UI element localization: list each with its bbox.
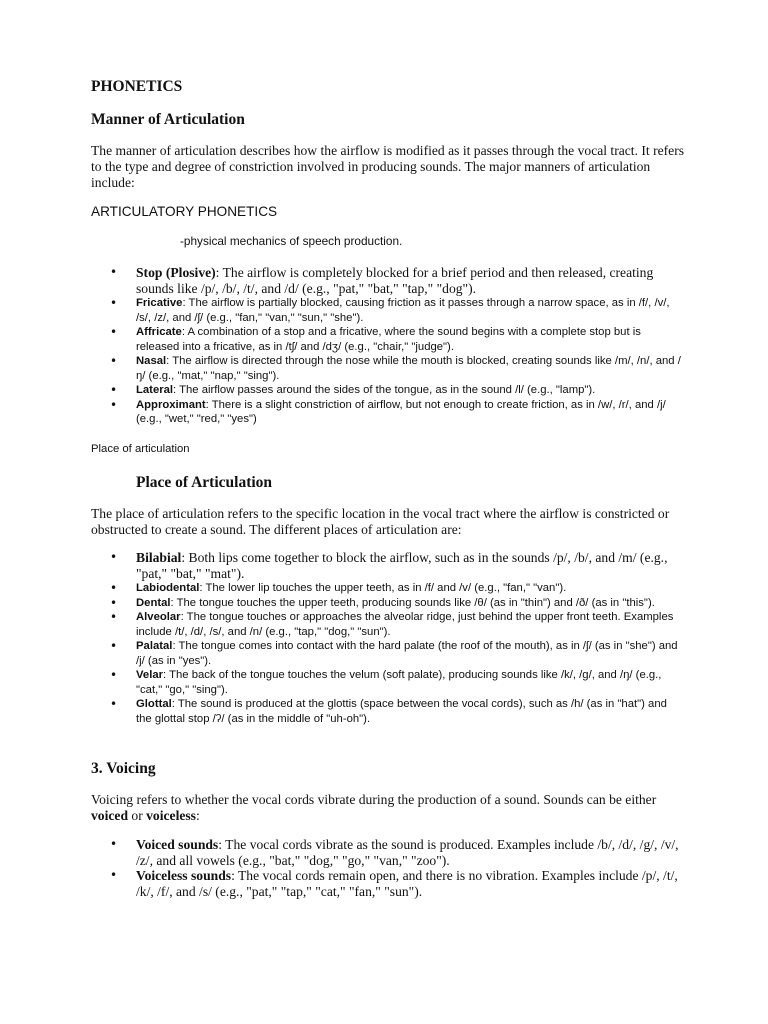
manner-intro: The manner of articulation describes how the airflow is modified as it passes through the vocal tract. It refers to the type and degree of constriction involved in producing sounds. The major manners of articulation include: [91,143,685,190]
item-term: Affricate [136,326,182,338]
list-item [110,354,685,383]
item-term: Fricative [136,297,183,309]
voicing-list [110,837,685,899]
item-text: : The airflow is directed through the nose while the mouth is blocked, creating sounds like /m/, /n/, and /ŋ/ (e.g., "mat," "nap," "sing"). [136,355,681,382]
item-text: : The tongue touches or approaches the alveolar ridge, just behind the upper front teeth. Examples include /t/, /d/, /s/, and /n/ (e.g., "tap," "dog," "sun"). [136,611,674,638]
list-item [110,596,685,611]
voicing-heading: 3. Voicing [91,760,156,777]
item-term: Bilabial [136,550,182,565]
item-text: : The tongue touches the upper teeth, producing sounds like /θ/ (as in "thin") and /ð/ (as in "this"). [170,596,655,609]
place-small-heading: Place of articulation [91,443,190,455]
item-term: Nasal [136,355,167,367]
item-term: Stop (Plosive) [136,265,216,280]
list-item [110,837,685,868]
item-term: Labiodental [136,582,200,594]
item-text: : The tongue comes into contact with the hard palate (the roof of the mouth), as in /ʃ/ (as in "she") and /j/ (as in "yes"). [136,640,678,667]
articulatory-phonetics-line: ARTICULATORY PHONETICS [91,204,278,219]
place-list [110,550,685,726]
voicing-intro-text: Voicing refers to whether the vocal cords vibrate during the production of a sound. Sounds can be either [91,792,657,807]
list-item [110,610,685,639]
item-term: Palatal [136,640,173,652]
list-item [110,668,685,697]
voicing-intro [91,792,691,824]
place-heading: Place of Articulation [136,474,273,491]
list-item [110,639,685,668]
item-text: : The airflow passes around the sides of the tongue, as in the sound /l/ (e.g., "lamp"). [173,384,596,396]
item-term: Lateral [136,384,174,396]
item-text: : The airflow is completely blocked for a brief period and then released, creating sounds like /p/, /b/, /t/, and /d/ (e.g., "pat," "bat," "tap," "dog"). [136,265,654,296]
document-title: PHONETICS [91,78,183,95]
manner-heading: Manner of Articulation [91,111,245,128]
list-item [110,581,685,596]
list-item [110,383,685,398]
item-term: Voiced sounds [136,837,219,852]
list-item [110,697,685,726]
item-text: : A combination of a stop and a fricative, where the sound begins with a complete stop but is released into a fricative, as in /tʃ/ and /dʒ/ (e.g., "chair," "judge"). [136,326,641,353]
item-term: Dental [136,596,171,609]
list-item [110,325,685,354]
item-text: : The airflow is partially blocked, causing friction as it passes through a narrow space, as in /f/, /v/, /s/, /z/, and /ʃ/ (e.g., "fan," "van," "sun," "she"). [136,297,670,324]
item-text: : The lower lip touches the upper teeth, as in /f/ and /v/ (e.g., "fan," "van"). [199,582,567,594]
voiced-term: voiced [91,808,128,823]
item-text: : The back of the tongue touches the velum (soft palate), producing sounds like /k/, /g/, and /ŋ/ (e.g., "cat," "go," "sing"). [136,669,662,696]
item-term: Voiceless sounds [136,868,232,883]
item-text: : There is a slight constriction of airflow, but not enough to create friction, as in /w/, /r/, and /j/ (e.g., "wet," "red," "yes") [136,398,666,425]
item-text: : The vocal cords vibrate as the sound is produced. Examples include /b/, /d/, /g/, /v/, /z/, and all vowels (e.g., "bat," "dog," "go," "van," "zoo"). [136,837,679,868]
list-item [110,550,685,581]
list-item [110,296,685,325]
item-term: Glottal [136,698,172,710]
place-intro: The place of articulation refers to the specific location in the vocal tract where the airflow is constricted or obstructed to create a sound. The different places of articulation are: [91,506,670,537]
voicing-intro-colon: : [195,808,200,823]
list-item [110,868,685,899]
list-item [110,398,685,427]
item-text: : Both lips come together to block the airflow, such as in the sounds /p/, /b/, and /m/ (e.g., "pat," "bat," "mat"). [136,550,668,581]
item-text: : The vocal cords remain open, and there is no vibration. Examples include /p/, /t/, /k/, /f/, and /s/ (e.g., "pat," "tap," "cat," "fan," "sun"). [136,868,678,899]
item-term: Alveolar [136,611,181,623]
item-term: Velar [136,669,164,681]
manner-list [110,265,685,427]
voiceless-term: voiceless [146,808,196,823]
list-item [110,265,685,296]
voicing-intro-or: or [128,808,147,823]
item-term: Approximant [136,398,206,411]
phonetics-note: -physical mechanics of speech production. [180,234,403,248]
item-text: : The sound is produced at the glottis (space between the vocal cords), such as /h/ (as in "hat") and the glottal stop /ʔ/ (as in the middle of "uh-oh"). [136,698,667,725]
